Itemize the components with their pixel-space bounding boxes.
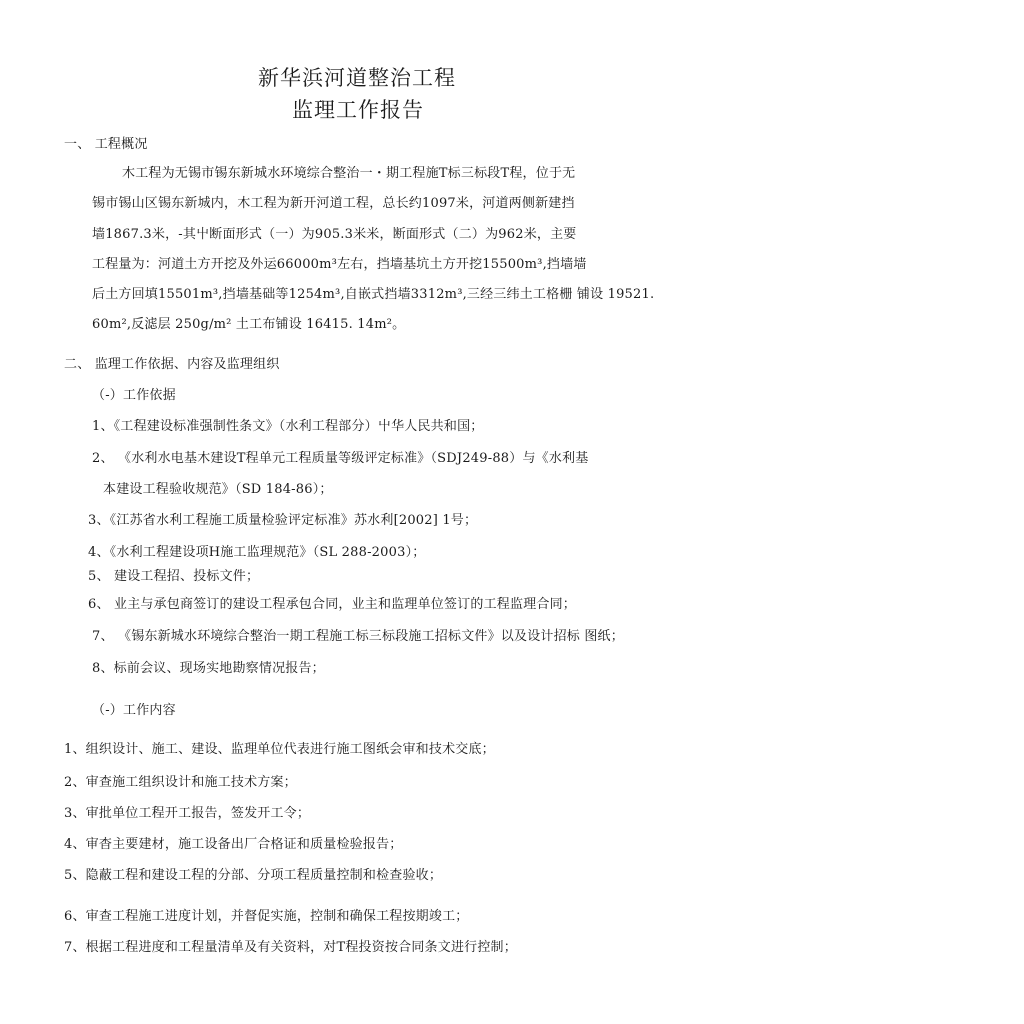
doc-title: 新华浜河道整治工程: [258, 66, 456, 90]
basis-item: 6、 业主与承包商签订的建设工程承包合同，业主和监理单位签订的工程监理合同；: [88, 597, 577, 612]
basis-item: 3、《江苏省水利工程施工质量检验评定标准》苏水利[2002] 1号；: [88, 513, 478, 528]
content-item: 5、隐蔽工程和建设工程的分部、分项工程质量控制和检查验收；: [64, 868, 443, 883]
content-item: 1、组织设计、施工、建设、监理单位代表进行施工图纸会审和技术交底；: [64, 742, 495, 757]
content-item: 6、审查工程施工进度计划，并督促实施，控制和确保工程按期竣工；: [64, 909, 469, 924]
basis-item: 4、《水利工程建设项H施工监理规范》（SL 288-2003）；: [88, 545, 426, 560]
overview-line: 墙1867.3米，-其屮断面形式（一）为905.3米米，断面形式（二）为962米，主要: [92, 227, 577, 242]
overview-line: 木工程为无锡市锡东新城水环境综合整治一・期工程施T标三标段T程，位于无: [122, 166, 576, 181]
content-item: 3、审批单位工程开工报告，签发开工令；: [64, 806, 311, 821]
basis-item: 2、 《水利水电基木建设T程单元工程质量等级评定标准》（SDJ249-88）与《水利基: [92, 451, 589, 466]
content-item: 7、根据工程进度和工程量清单及有关资料，对T程投资按合同条文进行控制；: [64, 940, 517, 955]
content-item: 4、审杳主要建材，施工设备出厂合格证和质量检验报告；: [64, 837, 403, 852]
content-item: 2、审查施工组织设计和施工技术方案；: [64, 775, 297, 790]
basis-item: 8、标前会议、现场实地勘察情况报告；: [92, 661, 325, 676]
overview-line: 工程量为：河道土方开挖及外运66000m³左右，挡墙基坑土方开挖15500m³,挡墙墙: [92, 257, 587, 272]
subheading-work-basis: （-）工作依据: [92, 388, 176, 403]
doc-subtitle: 监理工作报告: [292, 98, 424, 122]
basis-item: 7、 《锡东新城水环境综合整治一期工程施工标三标段施工招标文件》以及设计招标 图纸；: [92, 629, 624, 644]
overview-line: 后土方回填15501m³,挡墙基础等1254m³,自嵌式挡墙3312m³,三经三纬土工格栅 铺设 19521.: [92, 287, 655, 302]
basis-item: 1、《工程建设标准强制性条文》（水利工程部分）屮华人民共和国；: [92, 419, 484, 434]
subheading-work-content: （-）工作内容: [92, 703, 176, 718]
overview-line: 60m²,反滤层 250g/m² 土工布铺设 16415. 14m²。: [92, 317, 406, 332]
section-heading-overview: 一、 工程概况: [64, 137, 148, 152]
section-heading-basis: 二、 监理工作依据、内容及监理组织: [64, 357, 280, 372]
overview-line: 锡市锡山区锡东新城内，木工程为新开河道工程，总长约1097米，河道两侧新建挡: [92, 196, 575, 211]
basis-item: 本建设工程验收规范》（SD 184-86）；: [103, 482, 333, 497]
basis-item: 5、 建设工程招、投标文件；: [88, 569, 260, 584]
